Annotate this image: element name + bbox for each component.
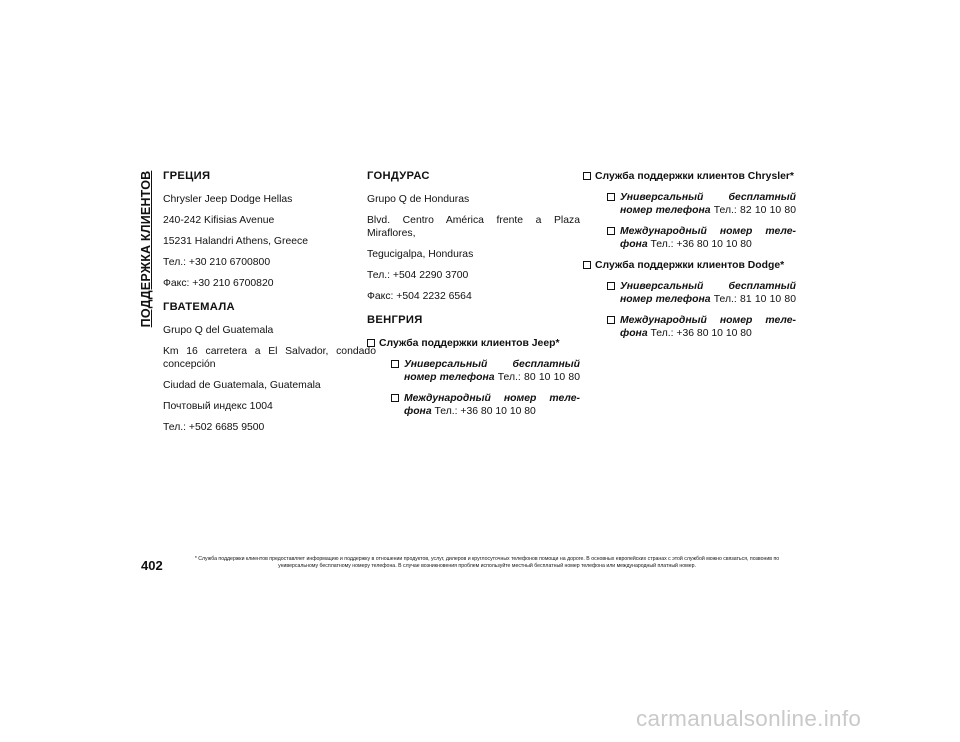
guatemala-line-1: Grupo Q del Guatemala: [163, 325, 274, 336]
checkbox-square-icon: [391, 360, 399, 368]
chrysler-toll-free-item: [583, 191, 796, 217]
section-side-tab-label: ПОДДЕРЖКА КЛИЕНТОВ: [139, 170, 153, 327]
guatemala-line-2: Km 16 carretera a El Salvador, condado concepción: [163, 346, 376, 370]
chrysler-toll-free-value: Тел.: 82 10 10 80: [713, 205, 796, 216]
honduras-line-1: Grupo Q de Honduras: [367, 194, 470, 205]
guatemala-phone: Тел.: +502 6685 9500: [163, 422, 265, 433]
jeep-intl-value: Тел.: +36 80 10 10 80: [434, 406, 536, 417]
chrysler-intl-value: Тел.: +36 80 10 10 80: [650, 239, 752, 250]
greece-phone: Тел.: +30 210 6700800: [163, 257, 271, 268]
jeep-toll-free-item: [367, 358, 580, 384]
section-side-tab: [138, 172, 154, 325]
honduras-line-2: Blvd. Centro América frente a Plaza Miraflores,: [367, 215, 580, 239]
column-3: [583, 170, 796, 348]
checkbox-square-icon: [607, 316, 615, 324]
heading-hungary: ВЕНГРИЯ: [367, 314, 423, 326]
chrysler-intl-label: Международный номер теле- фона: [620, 226, 796, 250]
dodge-toll-free-label: Универсальный бесплатный номер телефона: [620, 281, 796, 305]
chrysler-toll-free-label: Универсальный бесплатный номер телефона: [620, 192, 796, 216]
jeep-intl-label: Международный номер теле- фона: [404, 393, 580, 417]
chrysler-service-item: [583, 170, 796, 183]
checkbox-square-icon: [391, 394, 399, 402]
dodge-intl-label: Международный номер теле- фона: [620, 315, 796, 339]
footnote: * Служба поддержки клиентов предоставляет информацию и поддержку в отношении продуктов, услуг, дилеров и круглосуточных телефонов помощи на дороге. В основных европейских странах с этой службой можно связаться, позвонив по универсальному бесплатному номеру телефона. В случае возникновения проблем используйте местный бесплатный номер телефона или международный платный номер.: [194, 556, 780, 569]
checkbox-square-icon: [607, 282, 615, 290]
column-2: [367, 170, 580, 426]
jeep-toll-free-label: Универсальный бесплатный номер телефона: [404, 359, 580, 383]
watermark: carmanualsonline.info: [636, 706, 862, 731]
heading-greece: ГРЕЦИЯ: [163, 170, 211, 182]
column-1: [163, 170, 376, 442]
chrysler-intl-item: [583, 225, 796, 251]
greece-line-1: Chrysler Jeep Dodge Hellas: [163, 194, 293, 205]
jeep-toll-free-value: Тел.: 80 10 10 80: [497, 372, 580, 383]
honduras-fax: Факс: +504 2232 6564: [367, 291, 472, 302]
dodge-service-label: Служба поддержки клиентов Dodge*: [595, 260, 785, 271]
checkbox-square-icon: [583, 172, 591, 180]
greece-line-3: 15231 Halandri Athens, Greece: [163, 236, 308, 247]
checkbox-square-icon: [583, 261, 591, 269]
dodge-toll-free-item: [583, 280, 796, 306]
greece-fax: Факс: +30 210 6700820: [163, 278, 274, 289]
dodge-intl-item: [583, 314, 796, 340]
guatemala-line-3: Ciudad de Guatemala, Guatemala: [163, 380, 321, 391]
dodge-service-item: [583, 259, 796, 272]
heading-guatemala: ГВАТЕМАЛА: [163, 301, 235, 313]
greece-line-2: 240-242 Kifisias Avenue: [163, 215, 275, 226]
page-number: 402: [141, 558, 163, 573]
heading-honduras: ГОНДУРАС: [367, 170, 430, 182]
dodge-intl-value: Тел.: +36 80 10 10 80: [650, 328, 752, 339]
checkbox-square-icon: [367, 339, 375, 347]
dodge-toll-free-value: Тел.: 81 10 10 80: [713, 294, 796, 305]
jeep-intl-item: [367, 392, 580, 418]
checkbox-square-icon: [607, 227, 615, 235]
jeep-service-item: [367, 337, 580, 350]
checkbox-square-icon: [607, 193, 615, 201]
jeep-service-label: Служба поддержки клиентов Jeep*: [379, 338, 560, 349]
honduras-line-3: Tegucigalpa, Honduras: [367, 249, 474, 260]
chrysler-service-label: Служба поддержки клиентов Chrysler*: [595, 171, 794, 182]
honduras-phone: Тел.: +504 2290 3700: [367, 270, 469, 281]
guatemala-postcode: Почтовый индекс 1004: [163, 401, 273, 412]
